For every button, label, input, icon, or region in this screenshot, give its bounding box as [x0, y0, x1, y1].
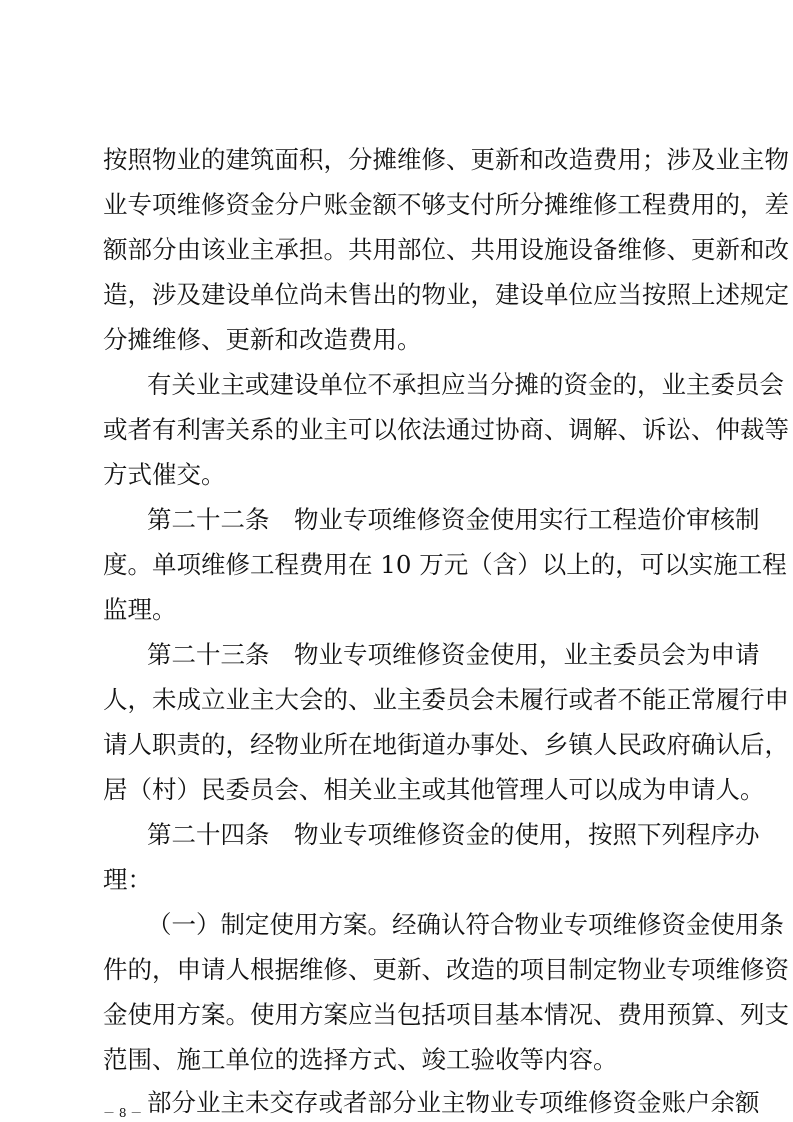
article-22-line-1: 第二十二条 物业专项维修资金使用实行工程造价审核制 — [147, 505, 760, 534]
article-22-line-2: 度。单项维修工程费用在 10 万元（含）以上的，可以实施工程 — [103, 550, 787, 579]
item-1-line-3: 金使用方案。使用方案应当包括项目基本情况、费用预算、列支 — [103, 1000, 789, 1029]
paragraph-line-7: 或者有利害关系的业主可以依法通过协商、调解、诉讼、仲裁等 — [103, 415, 789, 444]
article-23-line-1: 第二十三条 物业专项维修资金使用，业主委员会为申请 — [147, 640, 760, 669]
paragraph-line-2: 业专项维修资金分户账金额不够支付所分摊维修工程费用的，差 — [103, 190, 789, 219]
item-1-line-4: 范围、施工单位的选择方式、竣工验收等内容。 — [103, 1045, 618, 1074]
paragraph-line-8: 方式催交。 — [103, 460, 226, 489]
page-number: － 8 － — [103, 1106, 143, 1120]
paragraph-line-5: 分摊维修、更新和改造费用。 — [103, 325, 422, 354]
article-22-line-3: 监理。 — [103, 595, 177, 624]
paragraph-line-1: 按照物业的建筑面积，分摊维修、更新和改造费用；涉及业主物 — [103, 145, 789, 174]
article-24-line-2: 理： — [103, 865, 152, 894]
paragraph-line-6: 有关业主或建设单位不承担应当分摊的资金的，业主委员会 — [147, 370, 784, 399]
article-23-line-3: 请人职责的，经物业所在地街道办事处、乡镇人民政府确认后， — [103, 730, 789, 759]
item-1-line-2: 件的，申请人根据维修、更新、改造的项目制定物业专项维修资 — [103, 955, 789, 984]
paragraph-line-3: 额部分由该业主承担。共用部位、共用设施设备维修、更新和改 — [103, 235, 789, 264]
paragraph-line-4: 造，涉及建设单位尚未售出的物业，建设单位应当按照上述规定 — [103, 280, 789, 309]
article-23-line-2: 人，未成立业主大会的、业主委员会未履行或者不能正常履行申 — [103, 685, 789, 714]
article-23-line-4: 居（村）民委员会、相关业主或其他管理人可以成为申请人。 — [103, 775, 765, 804]
article-24-line-1: 第二十四条 物业专项维修资金的使用，按照下列程序办 — [147, 820, 760, 849]
item-1-line-1: （一）制定使用方案。经确认符合物业专项维修资金使用条 — [147, 910, 784, 939]
paragraph-line-final: 部分业主未交存或者部分业主物业专项维修资金账户余额 — [147, 1088, 760, 1117]
